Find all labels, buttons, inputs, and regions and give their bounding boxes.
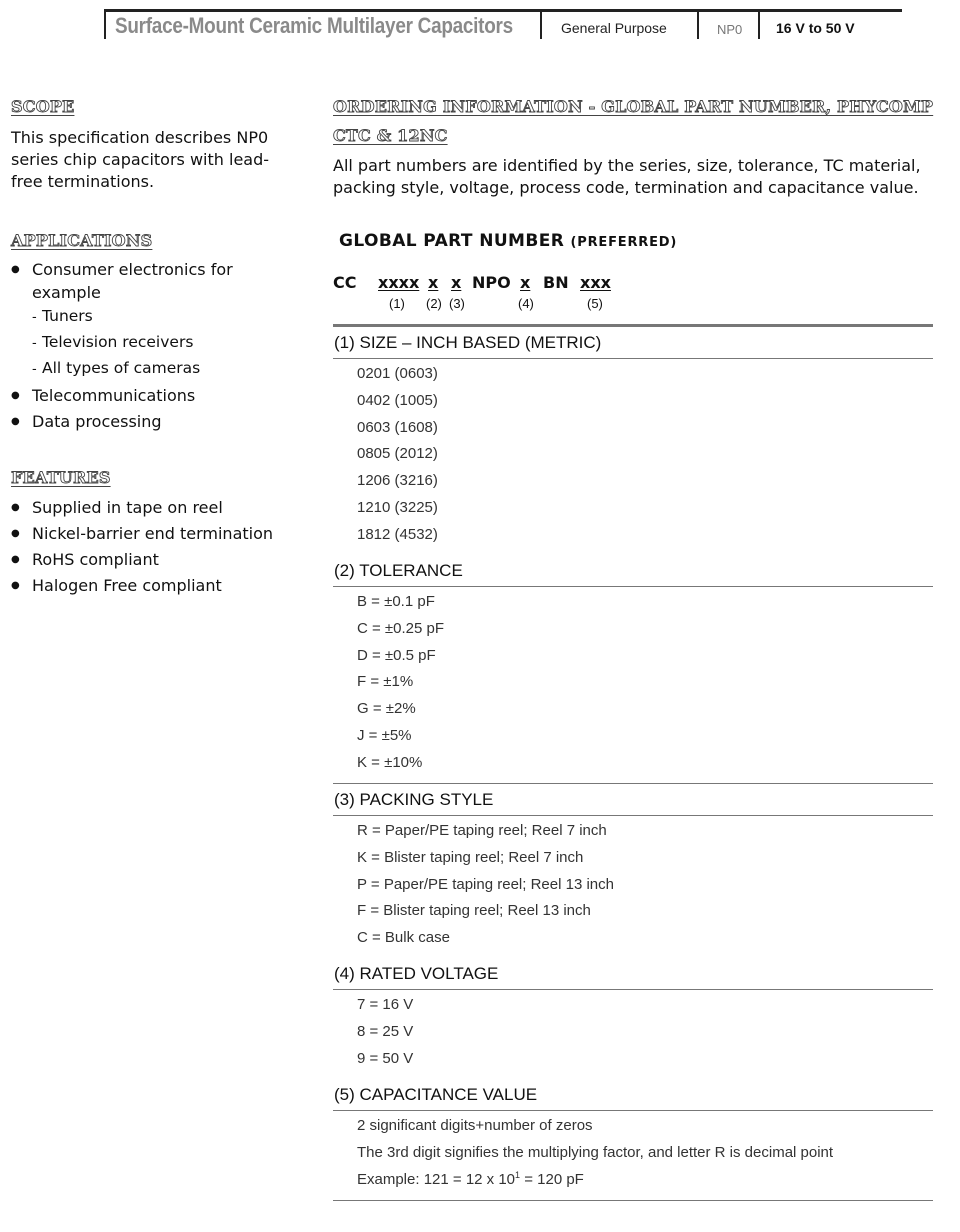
- capacitance-heading: (5) CAPACITANCE VALUE: [334, 1085, 538, 1104]
- list-item: D = ±0.5 pF: [357, 646, 436, 664]
- list-item: 1812 (4532): [357, 525, 438, 543]
- scope-heading: SCOPE: [11, 97, 75, 116]
- part-code-segment: xxx: [580, 273, 611, 292]
- list-item: 2 significant digits+number of zeros: [357, 1117, 593, 1134]
- list-item: J = ±5%: [357, 726, 412, 744]
- list-item: 7 = 16 V: [357, 996, 414, 1013]
- list-item: 8 = 25 V: [357, 1022, 414, 1040]
- list-item: The 3rd digit signifies the multiplying factor, and letter R is decimal point: [357, 1143, 834, 1161]
- features-heading: FEATURES: [11, 468, 111, 487]
- header-top-rule: [104, 9, 902, 12]
- size-options: [357, 361, 438, 549]
- header-divider: [104, 9, 106, 39]
- list-subitem: - All types of cameras: [32, 359, 201, 377]
- part-code-index: (5): [587, 296, 603, 311]
- list-item: K = Blister taping reel; Reel 7 inch: [357, 848, 584, 866]
- packing-heading: (3) PACKING STYLE: [334, 790, 494, 809]
- ordering-heading-cont: CTC & 12NC: [333, 126, 448, 145]
- tolerance-options: [357, 589, 444, 777]
- part-code-segment: NPO: [472, 273, 511, 292]
- list-item: K = ±10%: [357, 753, 423, 771]
- part-code-segment: BN: [543, 273, 569, 292]
- list-item: ● Telecommunications: [11, 384, 301, 407]
- list-subitem: - Tuners: [32, 307, 93, 325]
- section-divider: [333, 1110, 933, 1111]
- list-item: ● Halogen Free compliant: [11, 573, 301, 599]
- section-divider: [333, 989, 933, 990]
- global-part-number-title: GLOBAL PART NUMBER (PREFERRED): [339, 231, 678, 251]
- part-code-segment: xxxx: [378, 273, 420, 292]
- part-code-segment: x: [428, 273, 439, 292]
- part-code-segment: CC: [333, 273, 357, 292]
- list-item: C = Bulk case: [357, 929, 450, 947]
- list-item: 9 = 50 V: [357, 1049, 414, 1067]
- capacitance-notes: [357, 1113, 833, 1193]
- header-dielectric: NP0: [717, 22, 743, 37]
- list-item: ● Data processing: [11, 410, 301, 433]
- section-divider: [333, 586, 933, 587]
- ordering-text: All part numbers are identified by the series, size, tolerance, TC material, packing style, voltage, process code, termination and capacitance value.: [333, 156, 921, 197]
- list-item: F = ±1%: [357, 673, 414, 691]
- part-code-segment: x: [451, 273, 462, 292]
- list-item: B = ±0.1 pF: [357, 593, 435, 610]
- list-item: 0603 (1608): [357, 418, 438, 436]
- list-item: G = ±2%: [357, 700, 416, 718]
- list-item: ● Supplied in tape on reel: [11, 495, 301, 521]
- part-code-index: (3): [449, 296, 465, 311]
- capacitance-example: Example: 121 = 12 x $10^1 = 120$ pF: [357, 1169, 584, 1188]
- list-item: ● Nickel-barrier end termination: [11, 521, 301, 547]
- list-item: R = Paper/PE taping reel; Reel 7 inch: [357, 822, 607, 839]
- header-divider: [697, 9, 699, 39]
- size-heading: (1) SIZE – INCH BASED (METRIC): [334, 333, 602, 352]
- list-item: 0805 (2012): [357, 445, 438, 463]
- applications-heading: APPLICATIONS: [11, 231, 153, 250]
- section-divider: [333, 324, 933, 327]
- list-item: ● Consumer electronics for example: [11, 258, 301, 304]
- list-item: 0402 (1005): [357, 391, 438, 409]
- part-code-index: (1): [389, 296, 405, 311]
- header-divider: [758, 9, 760, 39]
- list-item: 1206 (3216): [357, 472, 438, 490]
- ordering-heading: ORDERING INFORMATION - GLOBAL PART NUMBER, PHYCOMP: [333, 97, 934, 116]
- packing-options: [357, 818, 614, 952]
- section-divider: [333, 358, 933, 359]
- tolerance-heading: (2) TOLERANCE: [334, 561, 463, 580]
- list-item: 1210 (3225): [357, 498, 438, 516]
- list-item: ● RoHS compliant: [11, 547, 301, 573]
- header-category: General Purpose: [561, 20, 667, 36]
- section-divider: [333, 783, 933, 784]
- voltage-heading: (4) RATED VOLTAGE: [334, 964, 499, 983]
- applications-list: [11, 258, 301, 433]
- list-subitem: - Television receivers: [32, 333, 194, 351]
- part-code-segment: x: [520, 273, 531, 292]
- document-title: Surface-Mount Ceramic Multilayer Capacitors: [115, 13, 513, 38]
- voltage-options: [357, 992, 413, 1072]
- features-list: [11, 495, 301, 599]
- header-divider: [540, 9, 542, 39]
- section-divider: [333, 815, 933, 816]
- list-item: F = Blister taping reel; Reel 13 inch: [357, 902, 591, 920]
- header-voltage-range: 16 V to 50 V: [776, 20, 855, 36]
- list-item: P = Paper/PE taping reel; Reel 13 inch: [357, 875, 614, 893]
- list-item: 0201 (0603): [357, 365, 438, 382]
- part-code-index: (4): [518, 296, 534, 311]
- list-item: C = ±0.25 pF: [357, 619, 445, 637]
- section-divider: [333, 1200, 933, 1201]
- scope-text: This specification describes NP0 series chip capacitors with lead-free terminations.: [11, 128, 270, 191]
- part-code-index: (2): [426, 296, 442, 311]
